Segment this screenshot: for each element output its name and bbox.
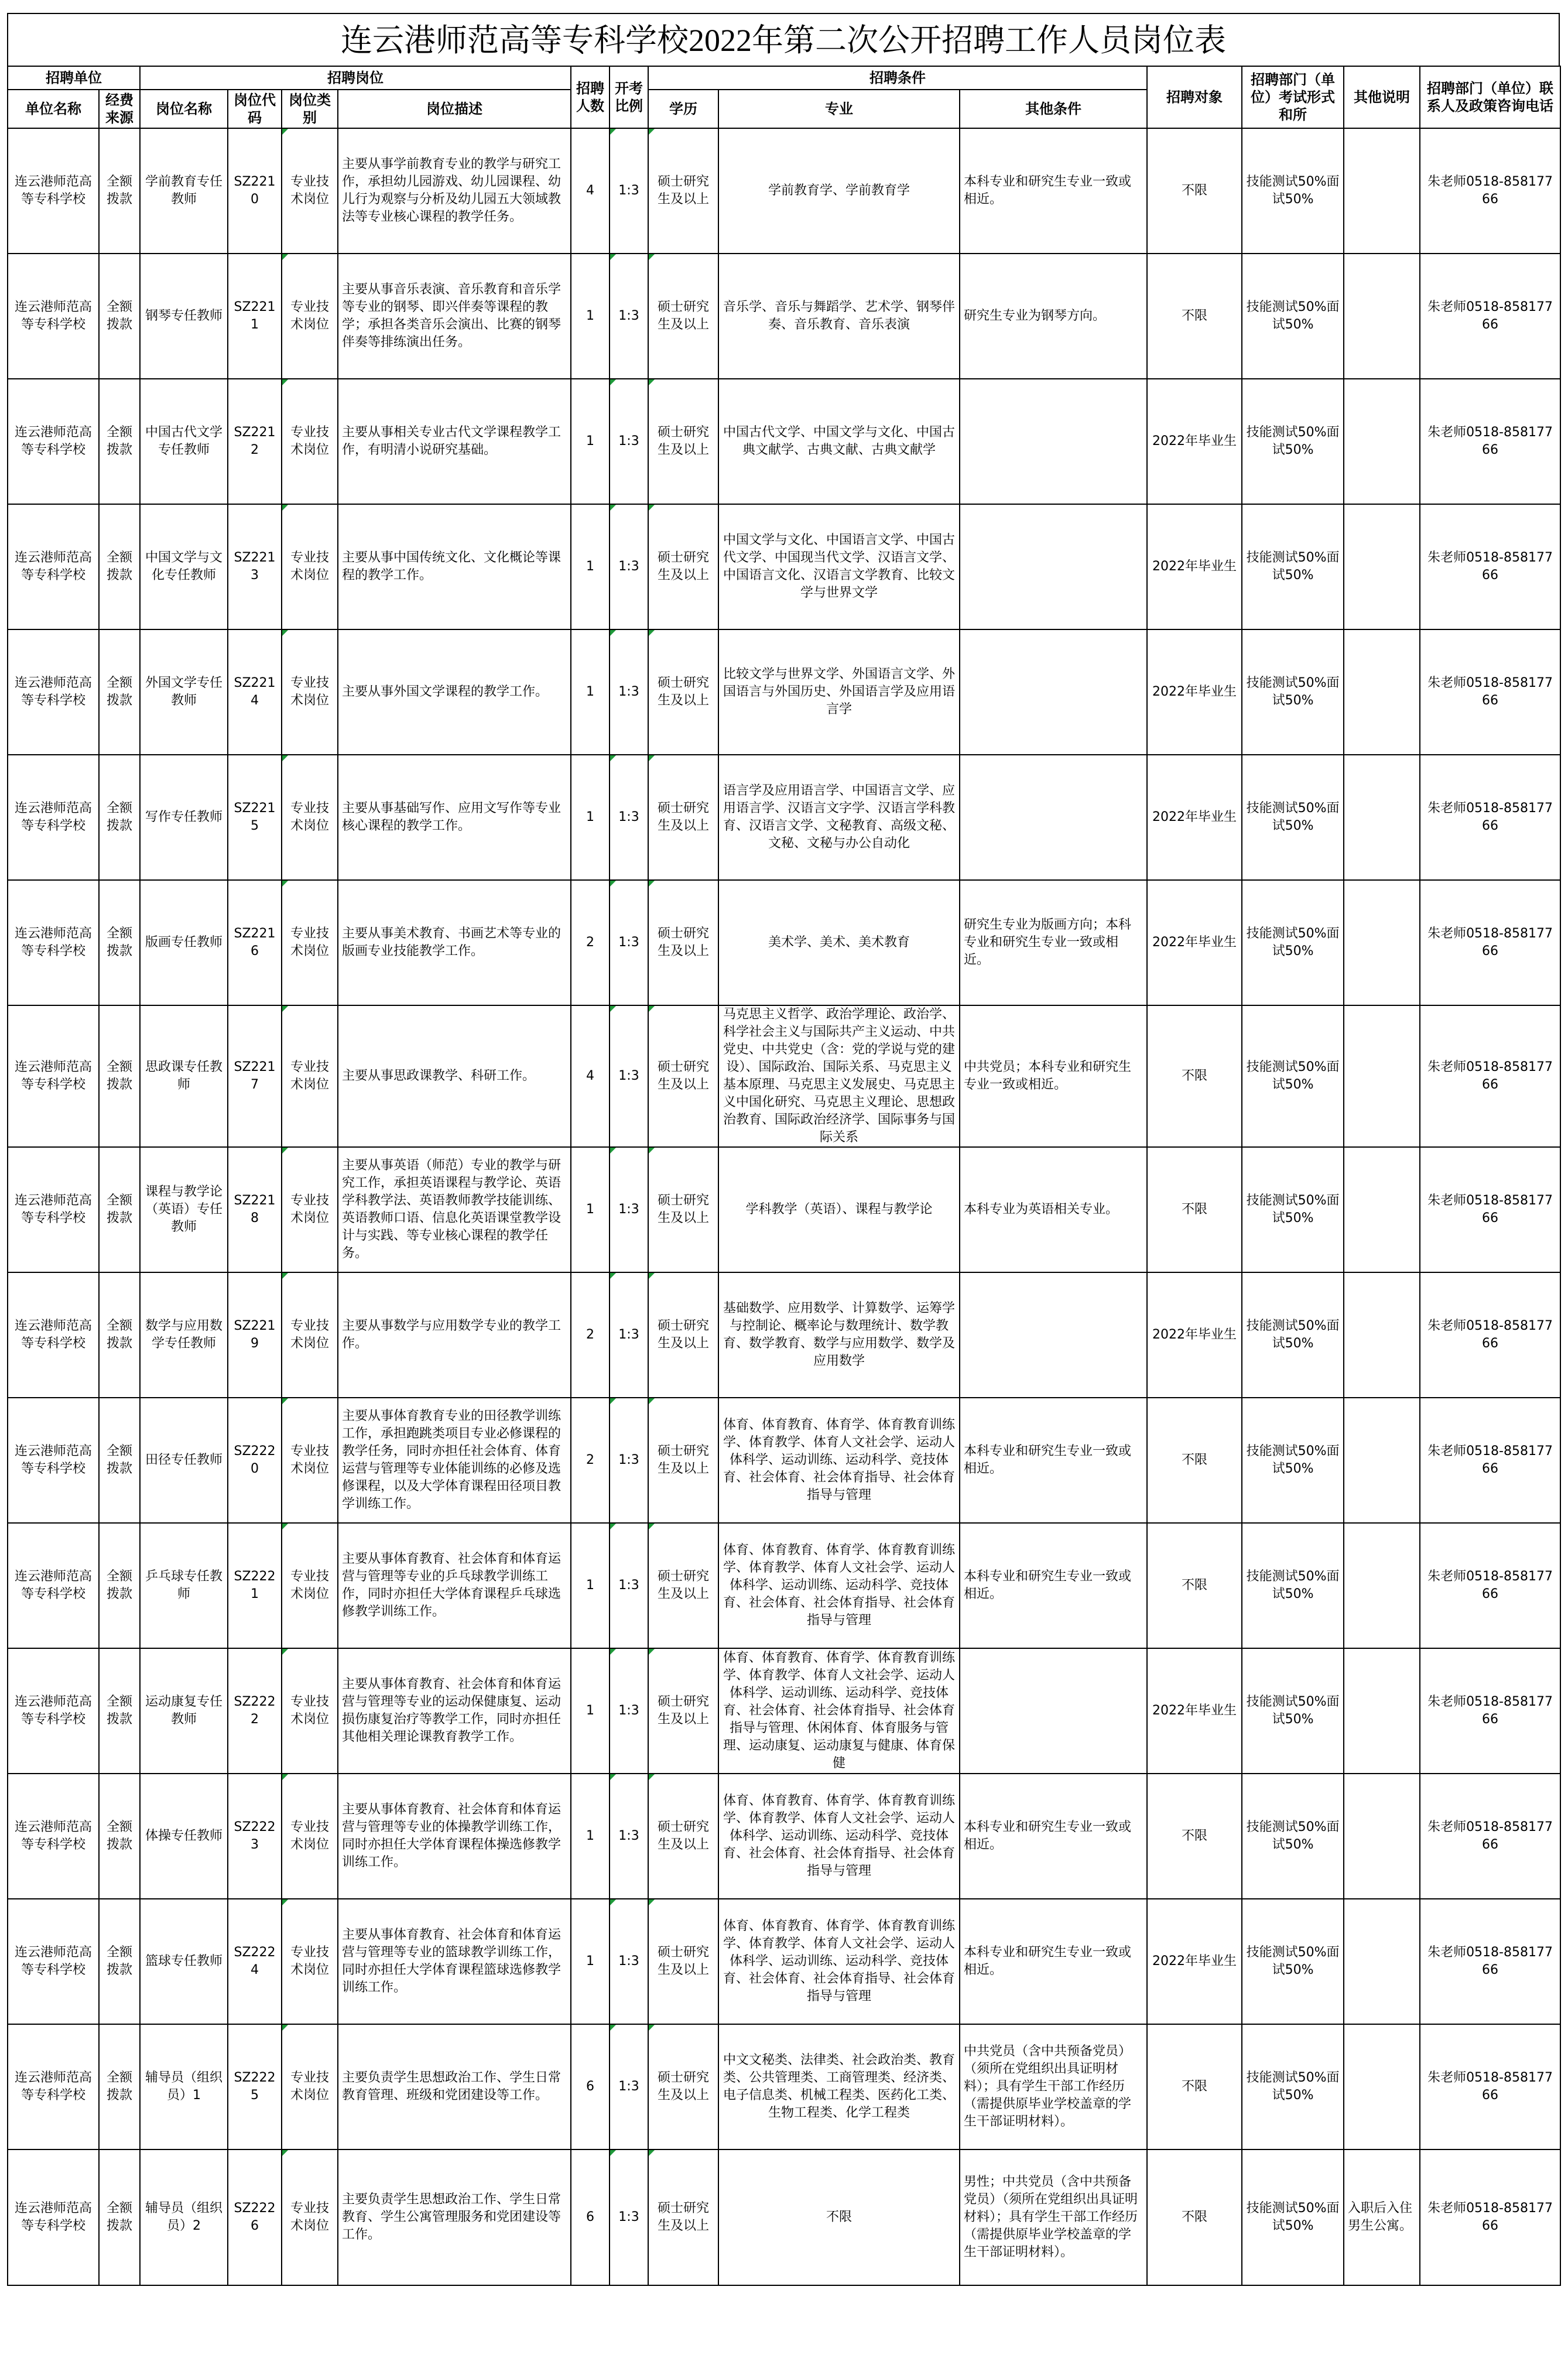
cell-post-name: 田径专任教师 — [140, 1398, 228, 1523]
cell-post-type: 专业技术岗位 — [282, 1899, 338, 2024]
cell-post-type: 专业技术岗位 — [282, 1774, 338, 1899]
cell-post-type: 专业技术岗位 — [282, 504, 338, 629]
header-ratio: 开考比例 — [610, 66, 648, 128]
cell-education: 硕士研究生及以上 — [648, 880, 718, 1005]
cell-post-code: SZ2226 — [228, 2149, 282, 2285]
cell-contact: 朱老师0518-85817766 — [1420, 379, 1560, 504]
cell-ratio: 1:3 — [610, 1648, 648, 1774]
cell-unit-name: 连云港师范高等专科学校 — [8, 1774, 99, 1899]
cell-notes — [1344, 1272, 1420, 1398]
cell-post-type: 专业技术岗位 — [282, 254, 338, 379]
cell-target: 不限 — [1147, 1523, 1242, 1648]
cell-notes — [1344, 254, 1420, 379]
cell-unit-name: 连云港师范高等专科学校 — [8, 1523, 99, 1648]
cell-unit-name: 连云港师范高等专科学校 — [8, 1398, 99, 1523]
cell-contact: 朱老师0518-85817766 — [1420, 254, 1560, 379]
cell-contact: 朱老师0518-85817766 — [1420, 1272, 1560, 1398]
cell-post-name: 外国文学专任教师 — [140, 629, 228, 755]
cell-target: 2022年毕业生 — [1147, 1899, 1242, 2024]
cell-exam: 技能测试50%面试50% — [1242, 1523, 1344, 1648]
header-post-type: 岗位类别 — [282, 90, 338, 128]
cell-exam: 技能测试50%面试50% — [1242, 2149, 1344, 2285]
cell-education: 硕士研究生及以上 — [648, 379, 718, 504]
table-row — [8, 504, 1560, 629]
cell-funding: 全额拨款 — [99, 1272, 140, 1398]
cell-target: 2022年毕业生 — [1147, 379, 1242, 504]
cell-post-type: 专业技术岗位 — [282, 1147, 338, 1272]
cell-post-code: SZ2212 — [228, 379, 282, 504]
cell-post-type: 专业技术岗位 — [282, 1005, 338, 1147]
cell-count: 1 — [571, 1147, 610, 1272]
cell-other — [960, 504, 1147, 629]
cell-count: 1 — [571, 1648, 610, 1774]
cell-target: 2022年毕业生 — [1147, 755, 1242, 880]
header-conditions-group: 招聘条件 — [648, 66, 1147, 90]
table-row — [8, 379, 1560, 504]
cell-target: 2022年毕业生 — [1147, 1272, 1242, 1398]
cell-contact: 朱老师0518-85817766 — [1420, 1147, 1560, 1272]
cell-target: 不限 — [1147, 1005, 1242, 1147]
cell-ratio: 1:3 — [610, 1398, 648, 1523]
cell-post-name: 版画专任教师 — [140, 880, 228, 1005]
cell-notes — [1344, 1147, 1420, 1272]
cell-major: 学前教育学、学前教育学 — [718, 128, 960, 254]
cell-contact: 朱老师0518-85817766 — [1420, 1398, 1560, 1523]
cell-exam: 技能测试50%面试50% — [1242, 1005, 1344, 1147]
cell-count: 1 — [571, 379, 610, 504]
cell-target: 2022年毕业生 — [1147, 880, 1242, 1005]
cell-exam: 技能测试50%面试50% — [1242, 128, 1344, 254]
cell-other: 本科专业为英语相关专业。 — [960, 1147, 1147, 1272]
cell-major: 语言学及应用语言学、中国语言文学、应用语言学、汉语言文字学、汉语言学科教育、汉语言文学、文秘教育、高级文秘、文秘、文秘与办公自动化 — [718, 755, 960, 880]
cell-notes — [1344, 1005, 1420, 1147]
cell-contact: 朱老师0518-85817766 — [1420, 1774, 1560, 1899]
cell-post-name: 中国古代文学专任教师 — [140, 379, 228, 504]
cell-post-name: 中国文学与文化专任教师 — [140, 504, 228, 629]
cell-contact: 朱老师0518-85817766 — [1420, 629, 1560, 755]
cell-ratio: 1:3 — [610, 1523, 648, 1648]
cell-other: 本科专业和研究生专业一致或相近。 — [960, 1398, 1147, 1523]
cell-count: 1 — [571, 1774, 610, 1899]
cell-major: 基础数学、应用数学、计算数学、运筹学与控制论、概率论与数理统计、数学教育、数学教育、数学与应用数学、数学及应用数学 — [718, 1272, 960, 1398]
cell-notes — [1344, 755, 1420, 880]
cell-unit-name: 连云港师范高等专科学校 — [8, 1648, 99, 1774]
table-row — [8, 629, 1560, 755]
cell-major: 体育、体育教育、体育学、体育教育训练学、体育教学、体育人文社会学、运动人体科学、运动训练、运动科学、竞技体育、社会体育、社会体育指导、社会体育指导与管理 — [718, 1899, 960, 2024]
cell-post-desc: 主要从事相关专业古代文学课程教学工作，有明清小说研究基础。 — [338, 379, 571, 504]
cell-funding: 全额拨款 — [99, 379, 140, 504]
cell-education: 硕士研究生及以上 — [648, 128, 718, 254]
table-row — [8, 880, 1560, 1005]
cell-post-type: 专业技术岗位 — [282, 880, 338, 1005]
cell-post-name: 课程与教学论（英语）专任教师 — [140, 1147, 228, 1272]
cell-post-desc: 主要从事体育教育专业的田径教学训练工作，承担跑跳类项目专业必修课程的教学任务，同时亦担任社会体育、体育运营与管理等专业体能训练的必修及选修课程，以及大学体育课程田径项目教学训练工作。 — [338, 1398, 571, 1523]
table-row — [8, 2024, 1560, 2149]
cell-contact: 朱老师0518-85817766 — [1420, 1648, 1560, 1774]
cell-post-type: 专业技术岗位 — [282, 629, 338, 755]
cell-unit-name: 连云港师范高等专科学校 — [8, 880, 99, 1005]
cell-other — [960, 379, 1147, 504]
cell-post-code: SZ2216 — [228, 880, 282, 1005]
cell-major: 体育、体育教育、体育学、体育教育训练学、体育教学、体育人文社会学、运动人体科学、运动训练、运动科学、竞技体育、社会体育、社会体育指导、社会体育指导与管理 — [718, 1398, 960, 1523]
cell-ratio: 1:3 — [610, 254, 648, 379]
cell-notes — [1344, 880, 1420, 1005]
cell-notes — [1344, 1899, 1420, 2024]
cell-exam: 技能测试50%面试50% — [1242, 755, 1344, 880]
cell-notes — [1344, 1523, 1420, 1648]
cell-target: 不限 — [1147, 1147, 1242, 1272]
cell-education: 硕士研究生及以上 — [648, 2149, 718, 2285]
cell-ratio: 1:3 — [610, 504, 648, 629]
table-row — [8, 1523, 1560, 1648]
cell-contact: 朱老师0518-85817766 — [1420, 755, 1560, 880]
cell-target: 不限 — [1147, 1398, 1242, 1523]
cell-ratio: 1:3 — [610, 2024, 648, 2149]
header-post-desc: 岗位描述 — [338, 90, 571, 128]
cell-notes — [1344, 128, 1420, 254]
cell-funding: 全额拨款 — [99, 755, 140, 880]
cell-education: 硕士研究生及以上 — [648, 1899, 718, 2024]
cell-post-name: 体操专任教师 — [140, 1774, 228, 1899]
cell-post-code: SZ2225 — [228, 2024, 282, 2149]
cell-unit-name: 连云港师范高等专科学校 — [8, 755, 99, 880]
cell-education: 硕士研究生及以上 — [648, 1147, 718, 1272]
cell-unit-name: 连云港师范高等专科学校 — [8, 1147, 99, 1272]
header-target: 招聘对象 — [1147, 66, 1242, 128]
cell-funding: 全额拨款 — [99, 1005, 140, 1147]
cell-notes — [1344, 504, 1420, 629]
header-other: 其他条件 — [960, 90, 1147, 128]
table-row — [8, 755, 1560, 880]
cell-contact: 朱老师0518-85817766 — [1420, 504, 1560, 629]
cell-post-name: 学前教育专任教师 — [140, 128, 228, 254]
cell-post-name: 篮球专任教师 — [140, 1899, 228, 2024]
cell-post-code: SZ2219 — [228, 1272, 282, 1398]
cell-other — [960, 755, 1147, 880]
cell-target: 不限 — [1147, 1774, 1242, 1899]
cell-major: 马克思主义哲学、政治学理论、政治学、科学社会主义与国际共产主义运动、中共党史、中共党史（含：党的学说与党的建设）、国际政治、国际关系、马克思主义基本原理、马克思主义发展史、马克思主义中国化研究、马克思主义理论、思想政治教育、国际政治经济学、国际事务与国际关系 — [718, 1005, 960, 1147]
cell-post-type: 专业技术岗位 — [282, 1523, 338, 1648]
cell-funding: 全额拨款 — [99, 504, 140, 629]
table-row — [8, 1398, 1560, 1523]
cell-other: 中共党员；本科专业和研究生专业一致或相近。 — [960, 1005, 1147, 1147]
table-row — [8, 1147, 1560, 1272]
cell-post-name: 数学与应用数学专任教师 — [140, 1272, 228, 1398]
cell-ratio: 1:3 — [610, 1774, 648, 1899]
header-post-code: 岗位代码 — [228, 90, 282, 128]
cell-funding: 全额拨款 — [99, 1774, 140, 1899]
cell-target: 2022年毕业生 — [1147, 504, 1242, 629]
cell-post-code: SZ2217 — [228, 1005, 282, 1147]
cell-count: 1 — [571, 629, 610, 755]
cell-post-desc: 主要从事体育教育、社会体育和体育运营与管理等专业的篮球教学训练工作，同时亦担任大学体育课程篮球选修教学训练工作。 — [338, 1899, 571, 2024]
header-unit-name: 单位名称 — [8, 90, 99, 128]
cell-count: 1 — [571, 504, 610, 629]
cell-funding: 全额拨款 — [99, 1899, 140, 2024]
cell-exam: 技能测试50%面试50% — [1242, 1774, 1344, 1899]
cell-target: 2022年毕业生 — [1147, 629, 1242, 755]
cell-target: 不限 — [1147, 2149, 1242, 2285]
cell-exam: 技能测试50%面试50% — [1242, 504, 1344, 629]
cell-post-code: SZ2215 — [228, 755, 282, 880]
cell-count: 2 — [571, 880, 610, 1005]
header-count: 招聘人数 — [571, 66, 610, 128]
document-title: 连云港师范高等专科学校2022年第二次公开招聘工作人员岗位表 — [7, 13, 1560, 66]
cell-major: 中国古代文学、中国文学与文化、中国古典文献学、古典文献、古典文献学 — [718, 379, 960, 504]
header-contact: 招聘部门（单位）联系人及政策咨询电话 — [1420, 66, 1560, 128]
cell-major: 体育、体育教育、体育学、体育教育训练学、体育教学、体育人文社会学、运动人体科学、运动训练、运动科学、竞技体育、社会体育、社会体育指导、社会体育指导与管理 — [718, 1523, 960, 1648]
table-row — [8, 1774, 1560, 1899]
cell-count: 1 — [571, 254, 610, 379]
cell-post-desc: 主要从事基础写作、应用文写作等专业核心课程的教学工作。 — [338, 755, 571, 880]
cell-funding: 全额拨款 — [99, 880, 140, 1005]
cell-post-type: 专业技术岗位 — [282, 1398, 338, 1523]
cell-exam: 技能测试50%面试50% — [1242, 1147, 1344, 1272]
cell-education: 硕士研究生及以上 — [648, 1523, 718, 1648]
header-post-name: 岗位名称 — [140, 90, 228, 128]
cell-major: 体育、体育教育、体育学、体育教育训练学、体育教学、体育人文社会学、运动人体科学、运动训练、运动科学、竞技体育、社会体育、社会体育指导、社会体育指导与管理 — [718, 1774, 960, 1899]
cell-education: 硕士研究生及以上 — [648, 2024, 718, 2149]
cell-funding: 全额拨款 — [99, 1147, 140, 1272]
cell-post-desc: 主要从事英语（师范）专业的教学与研究工作，承担英语课程与教学论、英语学科教学法、英语教师教学技能训练、英语教师口语、信息化英语课堂教学设计与实践、等专业核心课程的教学任务。 — [338, 1147, 571, 1272]
sheet — [7, 13, 1560, 2286]
cell-target: 不限 — [1147, 128, 1242, 254]
cell-ratio: 1:3 — [610, 1005, 648, 1147]
cell-funding: 全额拨款 — [99, 2149, 140, 2285]
cell-post-desc: 主要从事学前教育专业的教学与研究工作，承担幼儿园游戏、幼儿园课程、幼儿行为观察与分析及幼儿园五大领域教法等专业核心课程的教学任务。 — [338, 128, 571, 254]
cell-post-name: 钢琴专任教师 — [140, 254, 228, 379]
cell-ratio: 1:3 — [610, 1899, 648, 2024]
cell-post-type: 专业技术岗位 — [282, 755, 338, 880]
cell-post-desc: 主要负责学生思想政治工作、学生日常教育、学生公寓管理服务和党团建设等工作。 — [338, 2149, 571, 2285]
table-row — [8, 254, 1560, 379]
cell-education: 硕士研究生及以上 — [648, 1648, 718, 1774]
cell-education: 硕士研究生及以上 — [648, 1005, 718, 1147]
cell-notes — [1344, 1398, 1420, 1523]
table-row — [8, 1899, 1560, 2024]
cell-contact: 朱老师0518-85817766 — [1420, 2024, 1560, 2149]
cell-other: 本科专业和研究生专业一致或相近。 — [960, 1899, 1147, 2024]
cell-major: 中文文秘类、法律类、社会政治类、教育类、公共管理类、工商管理类、经济类、电子信息类、机械工程类、医药化工类、生物工程类、化学工程类 — [718, 2024, 960, 2149]
cell-education: 硕士研究生及以上 — [648, 755, 718, 880]
cell-other — [960, 629, 1147, 755]
cell-unit-name: 连云港师范高等专科学校 — [8, 1899, 99, 2024]
cell-post-code: SZ2221 — [228, 1523, 282, 1648]
header-exam: 招聘部门（单位）考试形式和所 — [1242, 66, 1344, 128]
cell-major: 美术学、美术、美术教育 — [718, 880, 960, 1005]
cell-funding: 全额拨款 — [99, 1648, 140, 1774]
cell-post-code: SZ2223 — [228, 1774, 282, 1899]
cell-contact: 朱老师0518-85817766 — [1420, 880, 1560, 1005]
cell-ratio: 1:3 — [610, 379, 648, 504]
cell-post-code: SZ2220 — [228, 1398, 282, 1523]
cell-major: 学科教学（英语）、课程与教学论 — [718, 1147, 960, 1272]
table-header — [8, 66, 1560, 128]
table-row — [8, 2149, 1560, 2285]
cell-post-code: SZ2224 — [228, 1899, 282, 2024]
cell-post-name: 运动康复专任教师 — [140, 1648, 228, 1774]
cell-post-desc: 主要从事数学与应用数学专业的教学工作。 — [338, 1272, 571, 1398]
cell-funding: 全额拨款 — [99, 1398, 140, 1523]
cell-post-code: SZ2211 — [228, 254, 282, 379]
recruitment-table — [7, 66, 1561, 2286]
cell-unit-name: 连云港师范高等专科学校 — [8, 1005, 99, 1147]
cell-funding: 全额拨款 — [99, 629, 140, 755]
cell-other: 男性；中共党员（含中共预备党员）（须所在党组织出具证明材料）；具有学生干部工作经历（需提供原毕业学校盖章的学生干部证明材料）。 — [960, 2149, 1147, 2285]
header-notes: 其他说明 — [1344, 66, 1420, 128]
cell-ratio: 1:3 — [610, 755, 648, 880]
cell-unit-name: 连云港师范高等专科学校 — [8, 2149, 99, 2285]
cell-ratio: 1:3 — [610, 629, 648, 755]
cell-post-type: 专业技术岗位 — [282, 1272, 338, 1398]
cell-exam: 技能测试50%面试50% — [1242, 2024, 1344, 2149]
cell-post-type: 专业技术岗位 — [282, 379, 338, 504]
cell-post-code: SZ2210 — [228, 128, 282, 254]
cell-post-type: 专业技术岗位 — [282, 2024, 338, 2149]
cell-other: 本科专业和研究生专业一致或相近。 — [960, 1523, 1147, 1648]
cell-other: 本科专业和研究生专业一致或相近。 — [960, 1774, 1147, 1899]
cell-exam: 技能测试50%面试50% — [1242, 379, 1344, 504]
cell-post-type: 专业技术岗位 — [282, 128, 338, 254]
cell-unit-name: 连云港师范高等专科学校 — [8, 254, 99, 379]
cell-education: 硕士研究生及以上 — [648, 1398, 718, 1523]
cell-post-desc: 主要从事中国传统文化、文化概论等课程的教学工作。 — [338, 504, 571, 629]
cell-post-desc: 主要从事音乐表演、音乐教育和音乐学等专业的钢琴、即兴伴奏等课程的教学；承担各类音乐会演出、比赛的钢琴伴奏等排练演出任务。 — [338, 254, 571, 379]
cell-major: 比较文学与世界文学、外国语言文学、外国语言与外国历史、外国语言学及应用语言学 — [718, 629, 960, 755]
cell-other: 中共党员（含中共预备党员）（须所在党组织出具证明材料）；具有学生干部工作经历（需提供原毕业学校盖章的学生干部证明材料）。 — [960, 2024, 1147, 2149]
cell-count: 2 — [571, 1272, 610, 1398]
cell-notes — [1344, 1774, 1420, 1899]
cell-post-desc: 主要从事体育教育、社会体育和体育运营与管理等专业的体操教学训练工作，同时亦担任大学体育课程体操选修教学训练工作。 — [338, 1774, 571, 1899]
cell-other — [960, 1272, 1147, 1398]
cell-education: 硕士研究生及以上 — [648, 1774, 718, 1899]
cell-funding: 全额拨款 — [99, 1523, 140, 1648]
header-funding: 经费来源 — [99, 90, 140, 128]
cell-contact: 朱老师0518-85817766 — [1420, 1899, 1560, 2024]
cell-count: 6 — [571, 2024, 610, 2149]
cell-notes — [1344, 629, 1420, 755]
cell-major: 体育、体育教育、体育学、体育教育训练学、体育教学、体育人文社会学、运动人体科学、运动训练、运动科学、竞技体育、社会体育、社会体育指导、社会体育指导与管理、休闲体育、体育服务与管理、运动康复、运动康复与健康、体育保健 — [718, 1648, 960, 1774]
cell-major: 不限 — [718, 2149, 960, 2285]
cell-count: 6 — [571, 2149, 610, 2285]
header-education: 学历 — [648, 90, 718, 128]
cell-post-name: 乒乓球专任教师 — [140, 1523, 228, 1648]
cell-exam: 技能测试50%面试50% — [1242, 254, 1344, 379]
cell-notes — [1344, 2024, 1420, 2149]
cell-post-code: SZ2218 — [228, 1147, 282, 1272]
cell-funding: 全额拨款 — [99, 128, 140, 254]
table-row — [8, 128, 1560, 254]
cell-ratio: 1:3 — [610, 128, 648, 254]
cell-contact: 朱老师0518-85817766 — [1420, 1005, 1560, 1147]
cell-unit-name: 连云港师范高等专科学校 — [8, 128, 99, 254]
cell-other: 研究生专业为钢琴方向。 — [960, 254, 1147, 379]
cell-count: 1 — [571, 1899, 610, 2024]
cell-post-type: 专业技术岗位 — [282, 2149, 338, 2285]
cell-post-desc: 主要从事美术教育、书画艺术等专业的版画专业技能教学工作。 — [338, 880, 571, 1005]
cell-unit-name: 连云港师范高等专科学校 — [8, 629, 99, 755]
cell-exam: 技能测试50%面试50% — [1242, 1398, 1344, 1523]
cell-funding: 全额拨款 — [99, 254, 140, 379]
cell-post-desc: 主要从事思政课教学、科研工作。 — [338, 1005, 571, 1147]
cell-ratio: 1:3 — [610, 1272, 648, 1398]
cell-exam: 技能测试50%面试50% — [1242, 1648, 1344, 1774]
cell-post-code: SZ2222 — [228, 1648, 282, 1774]
cell-target: 不限 — [1147, 2024, 1242, 2149]
cell-target: 2022年毕业生 — [1147, 1648, 1242, 1774]
cell-other: 研究生专业为版画方向；本科专业和研究生专业一致或相近。 — [960, 880, 1147, 1005]
cell-post-name: 思政课专任教师 — [140, 1005, 228, 1147]
cell-contact: 朱老师0518-85817766 — [1420, 1523, 1560, 1648]
cell-post-name: 辅导员（组织员）2 — [140, 2149, 228, 2285]
cell-unit-name: 连云港师范高等专科学校 — [8, 1272, 99, 1398]
cell-major: 音乐学、音乐与舞蹈学、艺术学、钢琴伴奏、音乐教育、音乐表演 — [718, 254, 960, 379]
cell-other — [960, 1648, 1147, 1774]
cell-funding: 全额拨款 — [99, 2024, 140, 2149]
cell-notes — [1344, 1648, 1420, 1774]
cell-ratio: 1:3 — [610, 2149, 648, 2285]
cell-unit-name: 连云港师范高等专科学校 — [8, 379, 99, 504]
table-row — [8, 1648, 1560, 1774]
cell-count: 4 — [571, 1005, 610, 1147]
cell-post-code: SZ2214 — [228, 629, 282, 755]
cell-post-desc: 主要从事体育教育、社会体育和体育运营与管理等专业的运动保健康复、运动损伤康复治疗等教学工作，同时亦担任其他相关理论课教育教学工作。 — [338, 1648, 571, 1774]
cell-contact: 朱老师0518-85817766 — [1420, 2149, 1560, 2285]
cell-post-desc: 主要从事外国文学课程的教学工作。 — [338, 629, 571, 755]
cell-exam: 技能测试50%面试50% — [1242, 1899, 1344, 2024]
cell-notes — [1344, 379, 1420, 504]
cell-post-name: 写作专任教师 — [140, 755, 228, 880]
table-body — [8, 128, 1560, 2285]
cell-count: 1 — [571, 1523, 610, 1648]
cell-post-name: 辅导员（组织员）1 — [140, 2024, 228, 2149]
cell-other: 本科专业和研究生专业一致或相近。 — [960, 128, 1147, 254]
cell-unit-name: 连云港师范高等专科学校 — [8, 2024, 99, 2149]
cell-count: 1 — [571, 755, 610, 880]
cell-ratio: 1:3 — [610, 1147, 648, 1272]
cell-exam: 技能测试50%面试50% — [1242, 1272, 1344, 1398]
cell-education: 硕士研究生及以上 — [648, 254, 718, 379]
cell-notes: 入职后入住男生公寓。 — [1344, 2149, 1420, 2285]
cell-major: 中国文学与文化、中国语言文学、中国古代文学、中国现当代文学、汉语言文学、中国语言文化、汉语言文学教育、比较文学与世界文学 — [718, 504, 960, 629]
cell-unit-name: 连云港师范高等专科学校 — [8, 504, 99, 629]
cell-count: 2 — [571, 1398, 610, 1523]
cell-post-type: 专业技术岗位 — [282, 1648, 338, 1774]
table-row — [8, 1005, 1560, 1147]
cell-education: 硕士研究生及以上 — [648, 1272, 718, 1398]
header-unit-group: 招聘单位 — [8, 66, 140, 90]
cell-ratio: 1:3 — [610, 880, 648, 1005]
cell-contact: 朱老师0518-85817766 — [1420, 128, 1560, 254]
cell-count: 4 — [571, 128, 610, 254]
header-major: 专业 — [718, 90, 960, 128]
cell-exam: 技能测试50%面试50% — [1242, 629, 1344, 755]
cell-post-code: SZ2213 — [228, 504, 282, 629]
cell-education: 硕士研究生及以上 — [648, 629, 718, 755]
cell-target: 不限 — [1147, 254, 1242, 379]
cell-post-desc: 主要负责学生思想政治工作、学生日常教育管理、班级和党团建设等工作。 — [338, 2024, 571, 2149]
cell-exam: 技能测试50%面试50% — [1242, 880, 1344, 1005]
cell-education: 硕士研究生及以上 — [648, 504, 718, 629]
cell-post-desc: 主要从事体育教育、社会体育和体育运营与管理等专业的乒乓球教学训练工作，同时亦担任大学体育课程乒乓球选修教学训练工作。 — [338, 1523, 571, 1648]
header-position-group: 招聘岗位 — [140, 66, 571, 90]
table-row — [8, 1272, 1560, 1398]
